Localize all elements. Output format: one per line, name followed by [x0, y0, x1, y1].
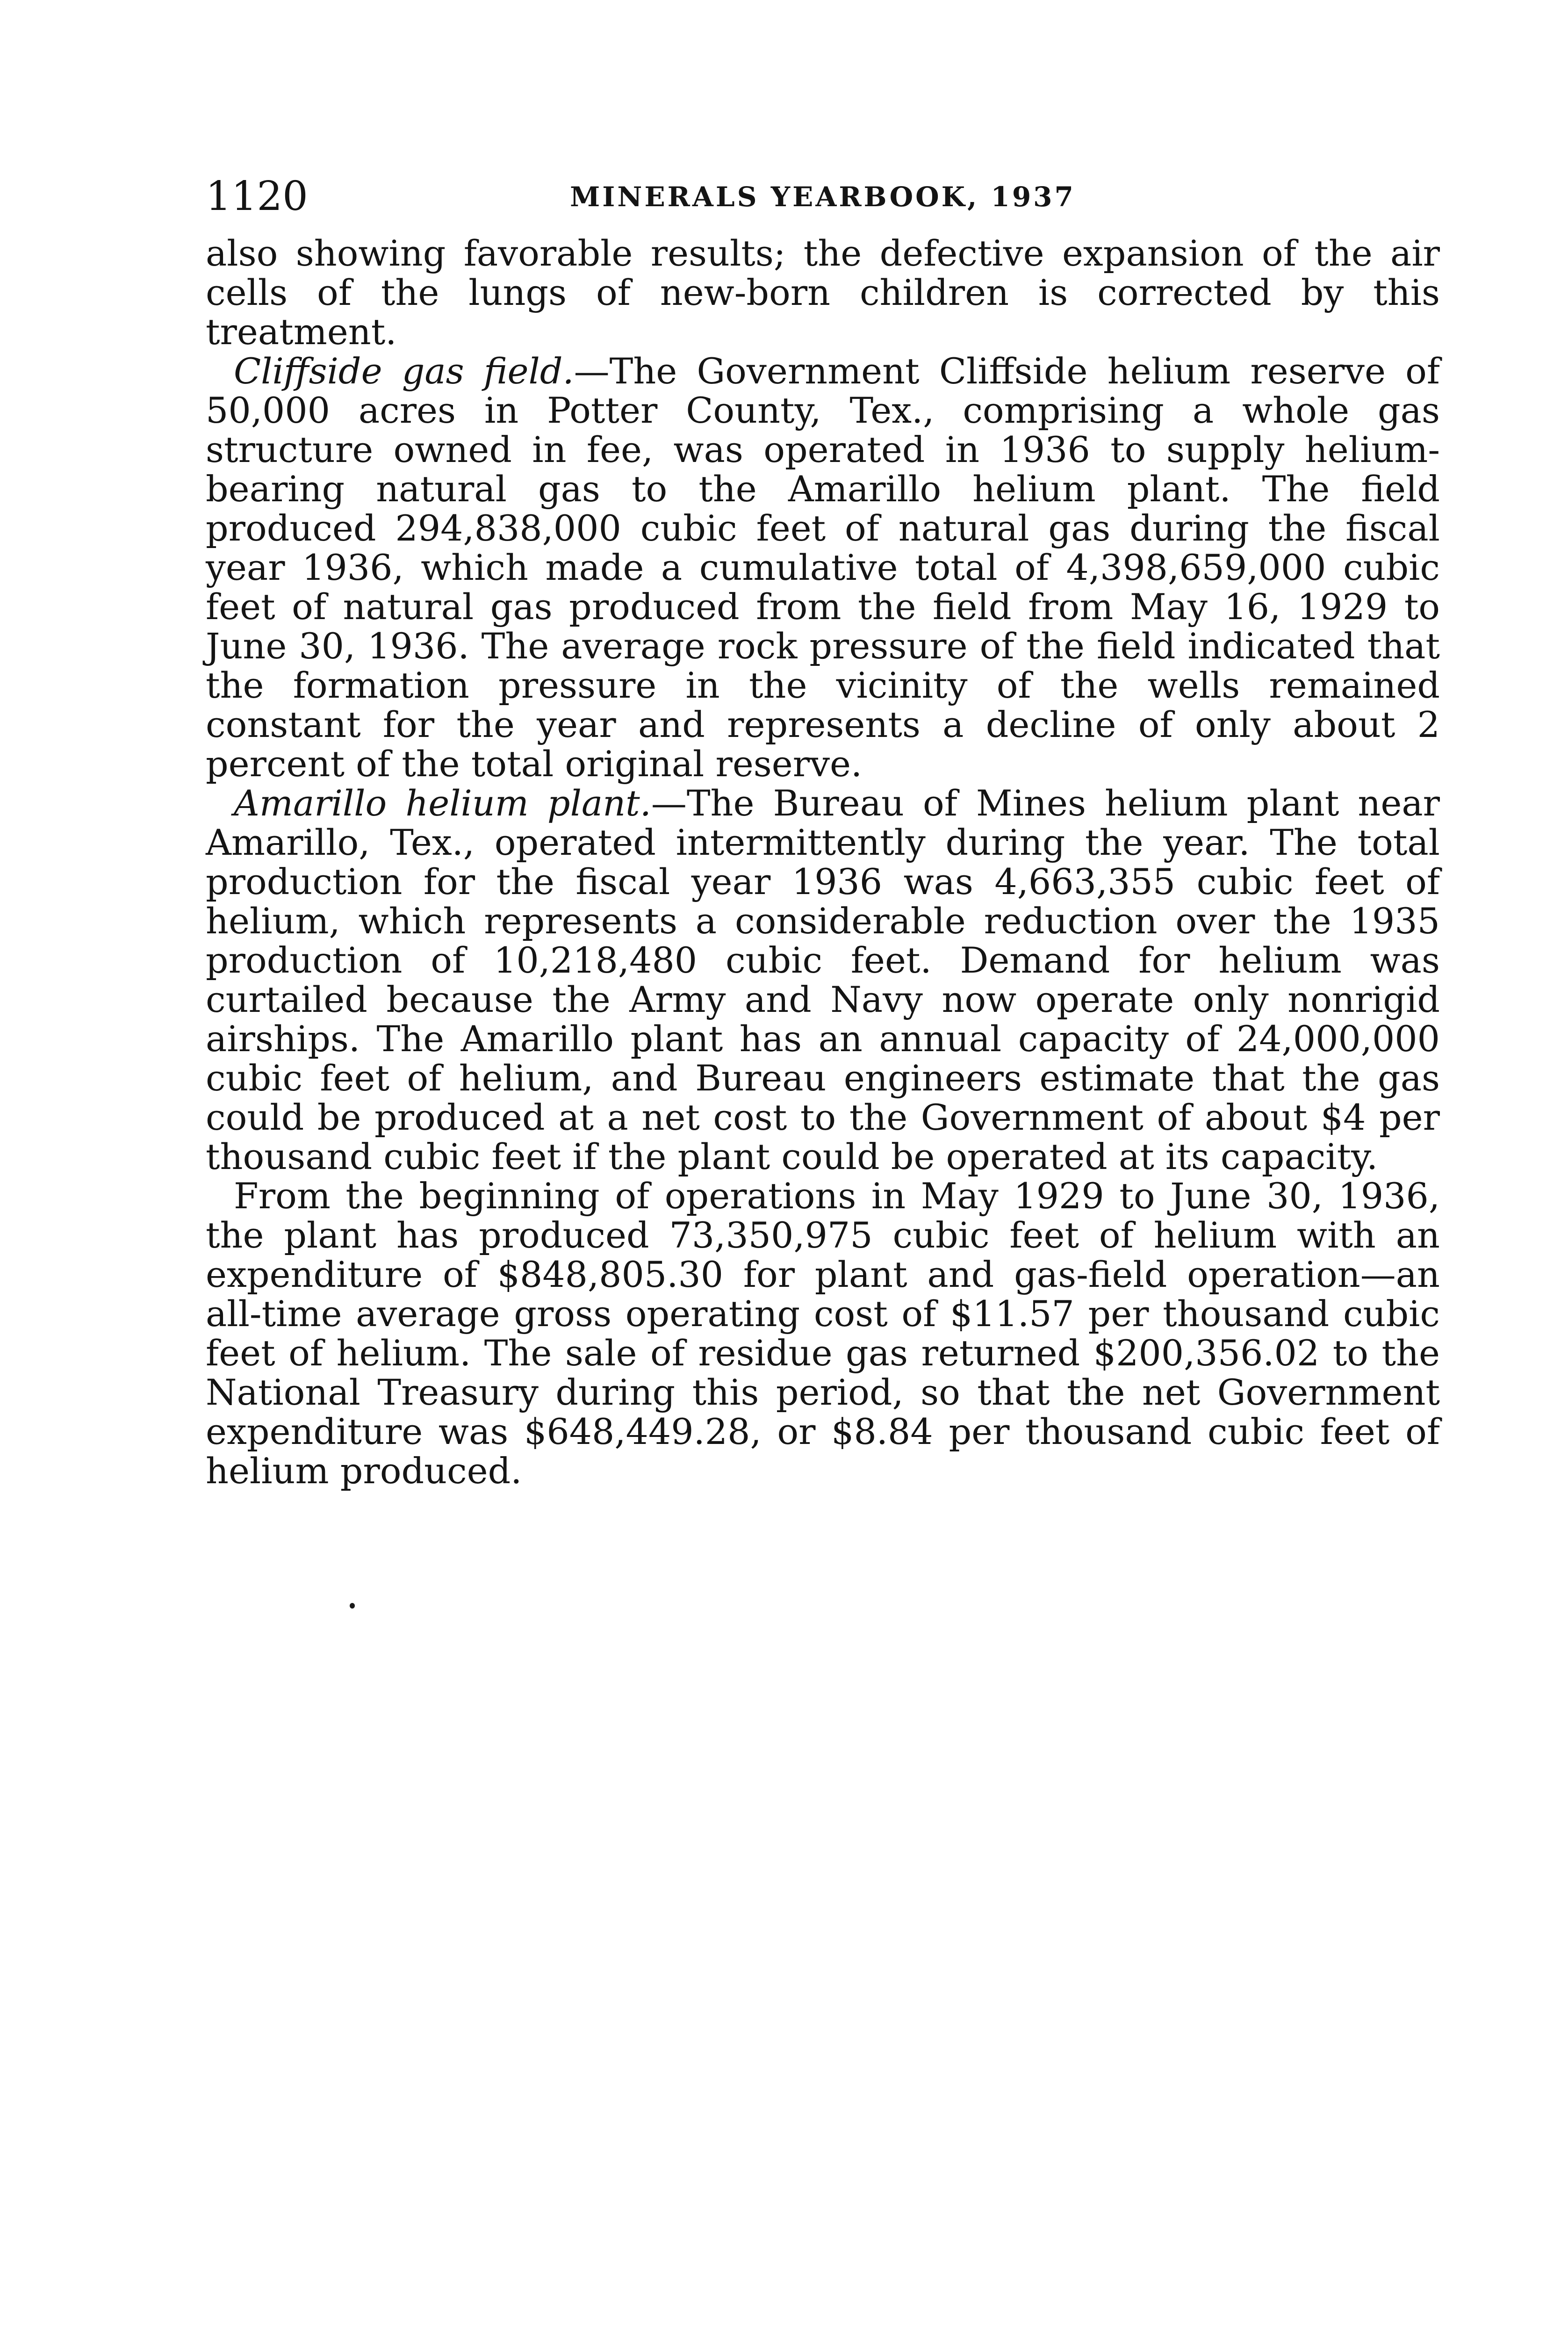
- paragraph-text: —The Bureau of Mines helium plant near Amarillo, Tex., operated intermittently during the year. The total production for the fiscal year 1936 was 4,663,355 cubic feet of helium, which represents a considerable reduction over the 1935 production of 10,218,480 cubic feet. Demand for helium was curtailed because the Army and Navy now operate only nonrigid airships. The Amarillo plant has an annual capacity of 24,000,000 cubic feet of helium, and Bureau engineers estimate that the gas could be produced at a net cost to the Government of about $4 per thousand cubic feet if the plant could be operated at its capacity.: [206, 782, 1440, 1177]
- body-text: [206, 234, 1440, 1491]
- page-header: [206, 168, 1440, 229]
- paragraph-text: —The Government Cliffside helium reserve of 50,000 acres in Potter County, Tex., comprising a whole gas structure owned in fee, was operated in 1936 to supply helium-bearing natural gas to the Amarillo helium plant. The field produced 294,838,000 cubic feet of natural gas during the fiscal year 1936, which made a cumulative total of 4,398,659,000 cubic feet of natural gas produced from the field from May 16, 1929 to June 30, 1936. The average rock pressure of the field indicated that the formation pressure in the vicinity of the wells remained constant for the year and represents a decline of only about 2 percent of the total original reserve.: [206, 350, 1440, 785]
- page-number: 1120: [206, 173, 308, 220]
- paragraph-text: From the beginning of operations in May 1929 to June 30, 1936, the plant has produced 73,350,975 cubic feet of helium with an expenditure of $848,805.30 for plant and gas-field operation—an all-time average gross operating cost of $11.57 per thousand cubic feet of helium. The sale of residue gas returned $200,356.02 to the National Treasury during this period, so that the net Government expenditure was $648,449.28, or $8.84 per thousand cubic feet of helium produced.: [206, 1175, 1440, 1492]
- paragraph-heading: Amarillo helium plant.: [234, 782, 651, 824]
- paragraph-heading: Cliffside gas field.: [234, 350, 574, 392]
- print-speck: [350, 1603, 355, 1609]
- paragraph-cliffside-gas-field: [206, 352, 1440, 784]
- paragraph-amarillo-helium-plant: [206, 784, 1440, 1176]
- paragraph-text: also showing favorable results; the defective expansion of the air cells of the lungs of new-born children is corrected by this treatment.: [206, 232, 1440, 353]
- paragraph-operations-summary: [206, 1176, 1440, 1491]
- paragraph-continuation: [206, 234, 1440, 352]
- running-title: MINERALS YEARBOOK, 1937: [570, 181, 1076, 213]
